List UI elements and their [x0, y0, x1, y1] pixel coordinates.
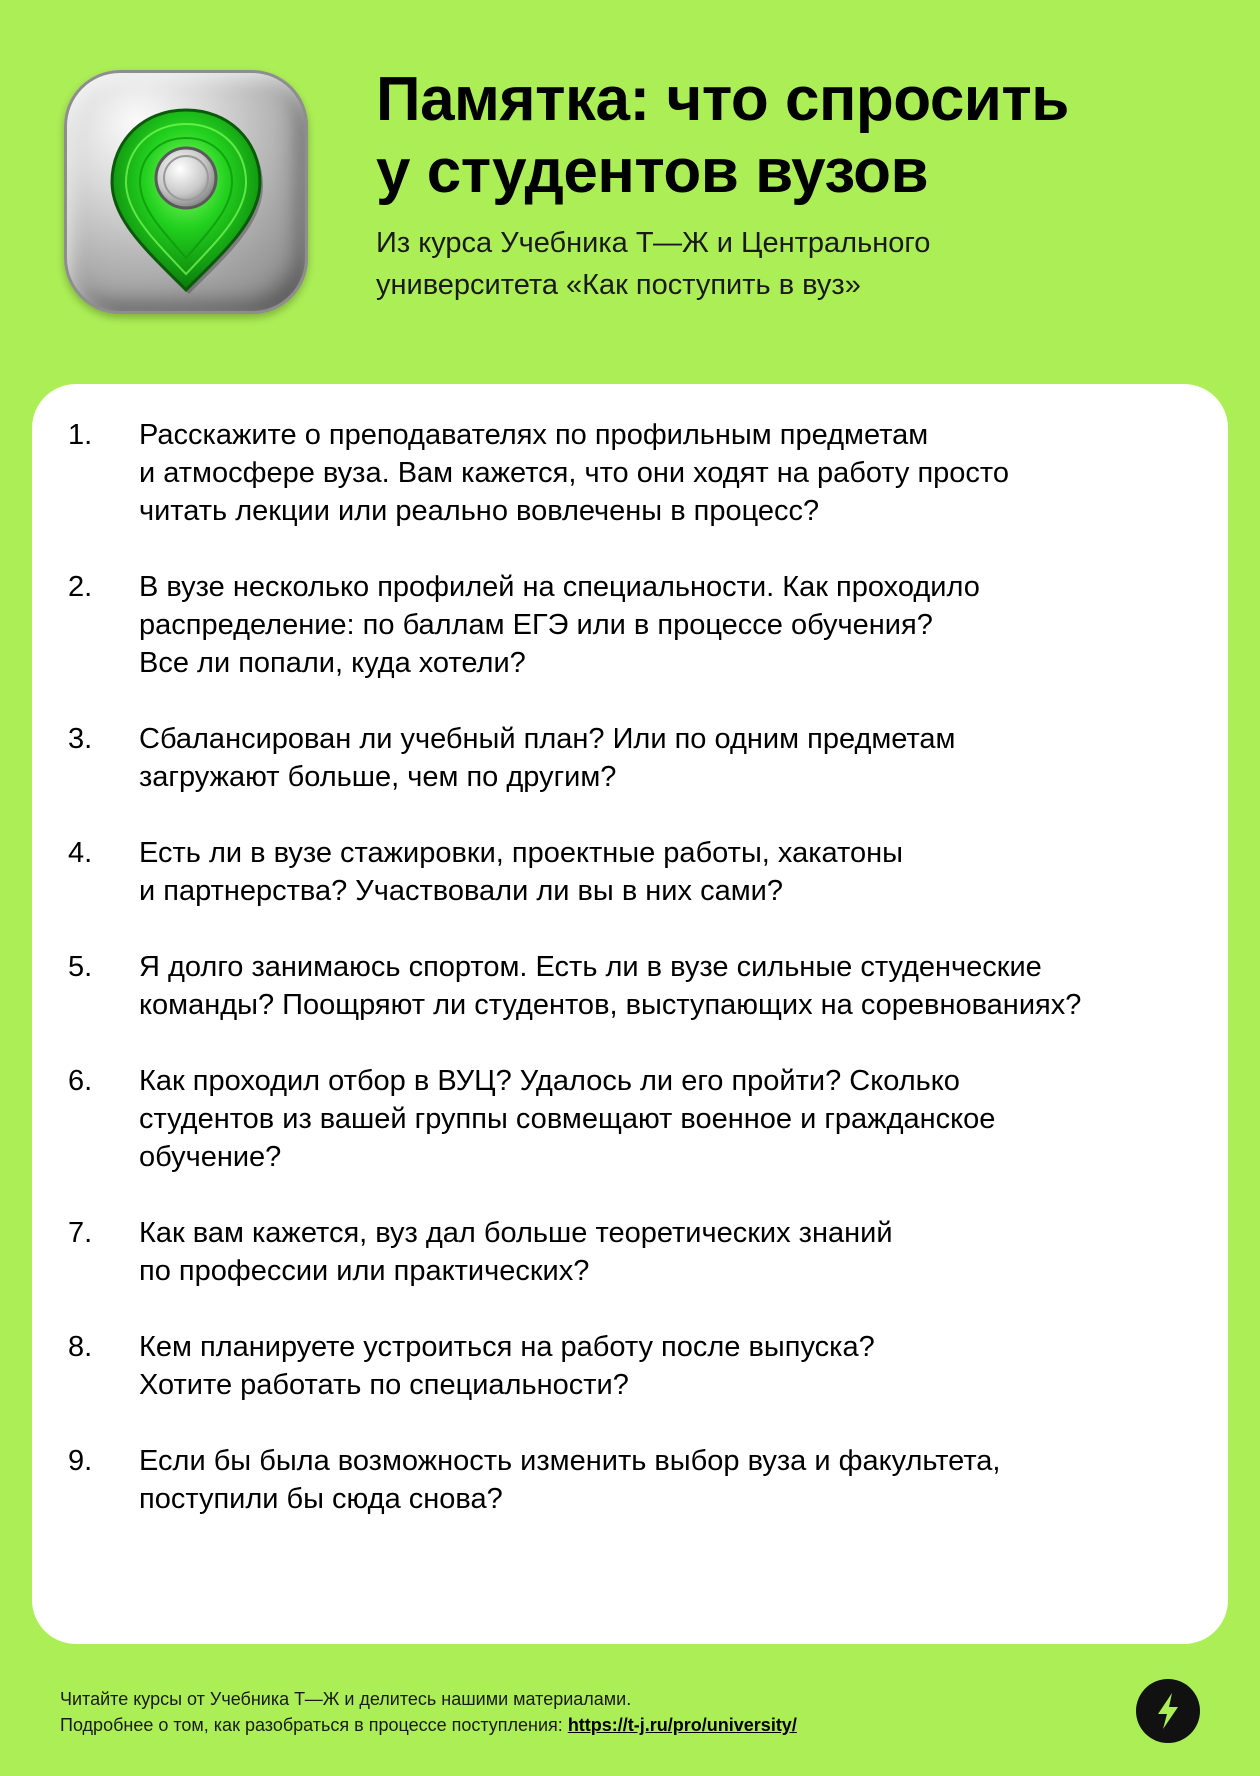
question-line: Если бы была возможность изменить выбор вуза и факультета,: [139, 1445, 1001, 1477]
question-line: обучение?: [139, 1141, 282, 1173]
question-number: 4.: [68, 837, 93, 869]
question-item: [68, 948, 1218, 1024]
question-line: и атмосфере вуза. Вам кажется, что они ходят на работу просто: [139, 457, 1010, 489]
question-line: Как вам кажется, вуз дал больше теоретических знаний: [139, 1217, 893, 1249]
university-course-link[interactable]: https://t-j.ru/pro/university/: [567, 1715, 797, 1735]
question-item: [68, 568, 1218, 682]
question-line: по профессии или практических?: [139, 1255, 590, 1287]
page-subtitle: [376, 222, 1216, 306]
question-line: В вузе несколько профилей на специальности. Как проходило: [139, 571, 980, 603]
page-subtitle-line-1: Из курса Учебника Т—Ж и Центрального: [376, 227, 931, 259]
footer-line-2: [60, 1712, 797, 1738]
question-line: Есть ли в вузе стажировки, проектные работы, хакатоны: [139, 837, 903, 869]
question-number: 7.: [68, 1217, 93, 1249]
page-title-line-1: Памятка: что спросить: [376, 65, 1069, 134]
question-line: команды? Поощряют ли студентов, выступающих на соревнованиях?: [139, 989, 1082, 1021]
question-line: читать лекции или реально вовлечены в процесс?: [139, 495, 820, 527]
question-item: [68, 720, 1218, 796]
page-subtitle-line-2: университета «Как поступить в вуз»: [376, 269, 861, 301]
page-title-line-2: у студентов вузов: [376, 137, 929, 206]
question-line: Кем планируете устроиться на работу после выпуска?: [139, 1331, 875, 1363]
question-line: Расскажите о преподавателях по профильным предметам: [139, 419, 929, 451]
question-number: 2.: [68, 571, 93, 603]
question-line: студентов из вашей группы совмещают военное и гражданское: [139, 1103, 996, 1135]
footer-line-1: Читайте курсы от Учебника Т—Ж и делитесь нашими материалами.: [60, 1689, 632, 1709]
question-line: Я долго занимаюсь спортом. Есть ли в вузе сильные студенческие: [139, 951, 1042, 983]
question-item: [68, 1442, 1218, 1518]
question-number: 8.: [68, 1331, 93, 1363]
lightning-icon: [1136, 1679, 1200, 1743]
question-number: 9.: [68, 1445, 93, 1477]
question-item: [68, 1328, 1218, 1404]
page-title: [376, 64, 1216, 208]
location-pin-graphic: [64, 70, 308, 314]
questions-list: [68, 416, 1218, 1556]
footer-line-2-prefix: Подробнее о том, как разобраться в процессе поступления:: [60, 1715, 568, 1735]
question-number: 6.: [68, 1065, 93, 1097]
question-item: [68, 1214, 1218, 1290]
lightning-graphic: [1136, 1679, 1200, 1743]
question-number: 5.: [68, 951, 93, 983]
questions-card: [32, 384, 1228, 1644]
question-line: Сбалансирован ли учебный план? Или по одним предметам: [139, 723, 956, 755]
question-number: 3.: [68, 723, 93, 755]
location-pin-icon: [64, 70, 308, 314]
question-item: [68, 834, 1218, 910]
question-line: распределение: по баллам ЕГЭ или в процессе обучения?: [139, 609, 933, 641]
question-line: Все ли попали, куда хотели?: [139, 647, 526, 679]
question-item: [68, 1062, 1218, 1176]
question-line: Как проходил отбор в ВУЦ? Удалось ли его пройти? Сколько: [139, 1065, 960, 1097]
question-line: и партнерства? Участвовали ли вы в них сами?: [139, 875, 783, 907]
question-line: загружают больше, чем по другим?: [139, 761, 617, 793]
question-item: [68, 416, 1218, 530]
question-number: 1.: [68, 419, 93, 451]
question-line: поступили бы сюда снова?: [139, 1483, 503, 1515]
question-line: Хотите работать по специальности?: [139, 1369, 629, 1401]
footer-text: [60, 1686, 797, 1738]
